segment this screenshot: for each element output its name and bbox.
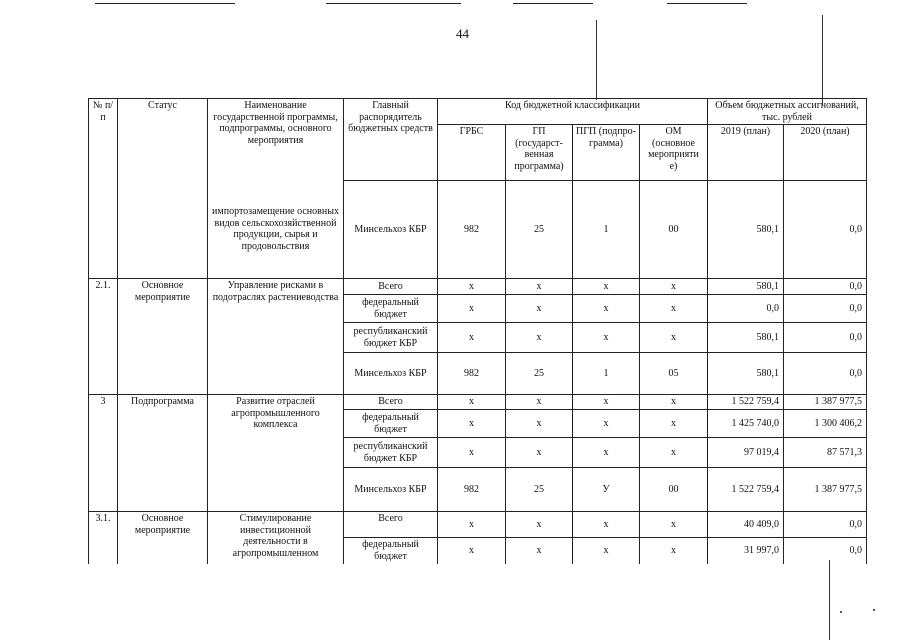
- scan-fold-line: [822, 15, 823, 105]
- cell-2019: 1 522 759,4: [708, 468, 784, 512]
- cell-2020: 0,0: [784, 353, 867, 395]
- cell-pgp: х: [573, 512, 640, 538]
- header-name: Наименование государственной программы, подпрограммы, основного мероприятия: [208, 99, 344, 181]
- header-volume: Объем бюджетных ассигнований, тыс. рублей: [708, 99, 867, 125]
- cell-pgp: х: [573, 538, 640, 564]
- cell-2020: 0,0: [784, 295, 867, 323]
- cell-om: х: [640, 438, 708, 468]
- budget-table: [88, 98, 867, 564]
- scan-fold-line: [596, 20, 597, 100]
- page-number: 44: [456, 26, 469, 41]
- cell-2019: 580,1: [708, 323, 784, 353]
- cell-om: 00: [640, 468, 708, 512]
- cell-gp: х: [506, 395, 573, 410]
- cell-admin: федеральный бюджет: [344, 538, 438, 564]
- cell-2020: 0,0: [784, 323, 867, 353]
- cell-grbs: х: [438, 538, 506, 564]
- cell-admin: федеральный бюджет: [344, 295, 438, 323]
- cell-gp: 25: [506, 468, 573, 512]
- table-row: [89, 395, 867, 410]
- cell-gp: 25: [506, 181, 573, 279]
- cell-name: Управление рисками в подотраслях растениеводства: [208, 279, 344, 395]
- cell-admin: Всего: [344, 395, 438, 410]
- cell-admin: республиканский бюджет КБР: [344, 438, 438, 468]
- cell-grbs: х: [438, 323, 506, 353]
- scan-top-line: [95, 3, 235, 4]
- cell-2020: 87 571,3: [784, 438, 867, 468]
- cell-2020: 0,0: [784, 512, 867, 538]
- scan-fold-line: [829, 560, 830, 640]
- scan-top-line: [513, 3, 593, 4]
- cell-admin: федеральный бюджет: [344, 410, 438, 438]
- cell-2020: 1 300 406,2: [784, 410, 867, 438]
- cell-om: х: [640, 512, 708, 538]
- table-header-row: [89, 99, 867, 125]
- cell-gp: х: [506, 410, 573, 438]
- cell-grbs: 982: [438, 468, 506, 512]
- cell-2019: 31 997,0: [708, 538, 784, 564]
- header-2019: 2019 (план): [708, 125, 784, 181]
- header-om: ОМ (основное мероприяти е): [640, 125, 708, 181]
- cell-om: х: [640, 395, 708, 410]
- cell-grbs: х: [438, 295, 506, 323]
- cell-admin: Минсельхоз КБР: [344, 181, 438, 279]
- scan-speck: [873, 609, 875, 611]
- cell-2019: 40 409,0: [708, 512, 784, 538]
- cell-name: импортозамещение основных видов сельскохозяйственной продукции, сырья и продовольствия: [208, 181, 344, 279]
- header-pgp: ПГП (подпро-грамма): [573, 125, 640, 181]
- cell-pgp: х: [573, 438, 640, 468]
- cell-grbs: х: [438, 395, 506, 410]
- cell-status: [118, 181, 208, 279]
- cell-2020: 1 387 977,5: [784, 395, 867, 410]
- header-code: Код бюджетной классификации: [438, 99, 708, 125]
- table-row: [89, 181, 867, 279]
- cell-admin: Минсельхоз КБР: [344, 353, 438, 395]
- cell-2019: 1 425 740,0: [708, 410, 784, 438]
- cell-2019: 580,1: [708, 181, 784, 279]
- header-gp: ГП (государст-венная программа): [506, 125, 573, 181]
- cell-gp: х: [506, 538, 573, 564]
- cell-num: [89, 181, 118, 279]
- table-row: [89, 279, 867, 295]
- cell-grbs: х: [438, 279, 506, 295]
- header-2020: 2020 (план): [784, 125, 867, 181]
- cell-gp: х: [506, 438, 573, 468]
- cell-om: х: [640, 323, 708, 353]
- header-num: № п/п: [89, 99, 118, 181]
- cell-gp: х: [506, 295, 573, 323]
- cell-grbs: х: [438, 512, 506, 538]
- cell-2020: 0,0: [784, 538, 867, 564]
- cell-2019: 580,1: [708, 279, 784, 295]
- header-grbs: ГРБС: [438, 125, 506, 181]
- cell-pgp: У: [573, 468, 640, 512]
- cell-om: х: [640, 410, 708, 438]
- cell-gp: х: [506, 323, 573, 353]
- cell-2019: 0,0: [708, 295, 784, 323]
- cell-gp: х: [506, 279, 573, 295]
- cell-grbs: 982: [438, 353, 506, 395]
- cell-num: 3: [89, 395, 118, 512]
- cell-2019: 1 522 759,4: [708, 395, 784, 410]
- scan-top-line: [667, 3, 747, 4]
- cell-num: 3.1.: [89, 512, 118, 564]
- cell-status: Подпрограмма: [118, 395, 208, 512]
- cell-pgp: х: [573, 395, 640, 410]
- cell-admin: Всего: [344, 279, 438, 295]
- header-status: Статус: [118, 99, 208, 181]
- cell-om: х: [640, 538, 708, 564]
- cell-om: х: [640, 279, 708, 295]
- header-admin: Главный распорядитель бюджетных средств: [344, 99, 438, 181]
- cell-pgp: 1: [573, 181, 640, 279]
- cell-grbs: 982: [438, 181, 506, 279]
- cell-num: 2.1.: [89, 279, 118, 395]
- cell-2020: 1 387 977,5: [784, 468, 867, 512]
- cell-om: х: [640, 295, 708, 323]
- cell-pgp: 1: [573, 353, 640, 395]
- cell-gp: 25: [506, 353, 573, 395]
- cell-pgp: х: [573, 410, 640, 438]
- scan-top-line: [326, 3, 461, 4]
- cell-grbs: х: [438, 438, 506, 468]
- cell-pgp: х: [573, 323, 640, 353]
- cell-2020: 0,0: [784, 181, 867, 279]
- table-row: [89, 512, 867, 538]
- cell-grbs: х: [438, 410, 506, 438]
- cell-gp: х: [506, 512, 573, 538]
- cell-name: Развитие отраслей агропромышленного комплекса: [208, 395, 344, 512]
- cell-2019: 580,1: [708, 353, 784, 395]
- cell-admin: Минсельхоз КБР: [344, 468, 438, 512]
- cell-pgp: х: [573, 279, 640, 295]
- cell-admin: Всего: [344, 512, 438, 538]
- cell-pgp: х: [573, 295, 640, 323]
- cell-om: 05: [640, 353, 708, 395]
- cell-admin: республиканский бюджет КБР: [344, 323, 438, 353]
- cell-om: 00: [640, 181, 708, 279]
- cell-2020: 0,0: [784, 279, 867, 295]
- scan-speck: [840, 611, 842, 613]
- cell-status: Основное мероприятие: [118, 512, 208, 564]
- cell-name: Стимулирование инвестиционной деятельности в агропромышленном: [208, 512, 344, 564]
- cell-status: Основное мероприятие: [118, 279, 208, 395]
- cell-2019: 97 019,4: [708, 438, 784, 468]
